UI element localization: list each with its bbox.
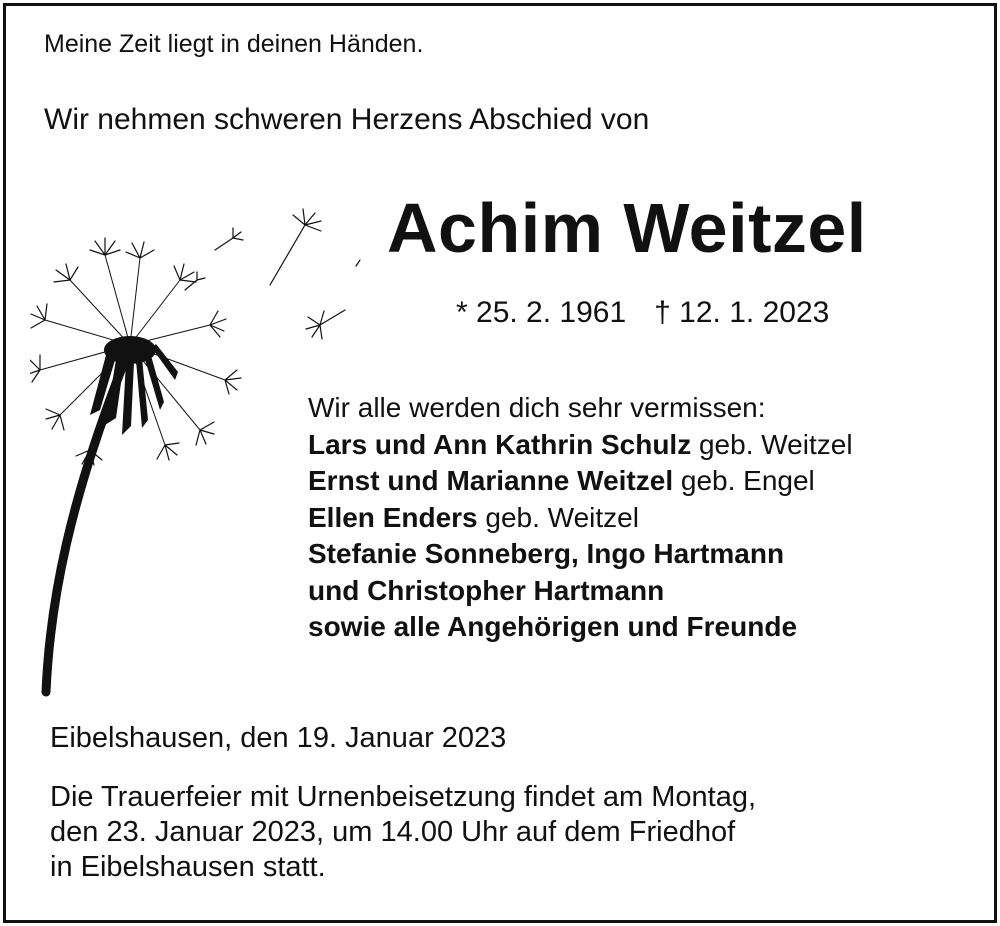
mourner-name: Stefanie Sonneberg, Ingo Hartmann	[308, 538, 785, 569]
mourner-name: sowie alle Angehörigen und Freunde	[308, 611, 798, 642]
birth-date: * 25. 2. 1961	[456, 296, 627, 329]
mourner-name: Ernst und Marianne Weitzel	[308, 465, 674, 496]
mourner-line	[308, 573, 853, 610]
mourners-intro: Wir alle werden dich sehr vermissen:	[308, 392, 766, 423]
mourner-line	[308, 609, 853, 646]
mourner-line	[308, 536, 853, 573]
place-date: Eibelshausen, den 19. Januar 2023	[50, 722, 507, 754]
mourner-name: Lars und Ann Kathrin Schulz	[308, 428, 692, 460]
mourner-note: geb. Weitzel	[691, 428, 853, 460]
service-line: Die Trauerfeier mit Urnenbeisetzung findet am Montag,	[50, 781, 757, 813]
service-line: in Eibelshausen statt.	[50, 851, 326, 883]
life-dates	[456, 296, 829, 330]
dandelion-illustration	[30, 200, 370, 700]
intro-text: Wir nehmen schweren Herzens Abschied von	[44, 103, 650, 136]
mourner-name: und Christopher Hartmann	[308, 574, 665, 606]
service-line: den 23. Januar 2023, um 14.00 Uhr auf dem Friedhof	[50, 816, 736, 848]
service-info	[50, 780, 756, 885]
motto: Meine Zeit liegt in deinen Händen.	[44, 30, 424, 58]
death-date: † 12. 1. 2023	[654, 296, 830, 329]
mourner-name: Ellen Enders	[308, 501, 478, 533]
deceased-name: Achim Weitzel	[387, 189, 867, 267]
mourner-line	[308, 427, 853, 464]
mourner-line	[308, 463, 853, 500]
mourner-note: geb. Weitzel	[477, 501, 639, 533]
flying-seeds	[185, 209, 360, 339]
mourner-line	[308, 500, 853, 537]
mourner-note: geb. Engel	[673, 465, 815, 496]
mourners-block	[308, 390, 853, 646]
